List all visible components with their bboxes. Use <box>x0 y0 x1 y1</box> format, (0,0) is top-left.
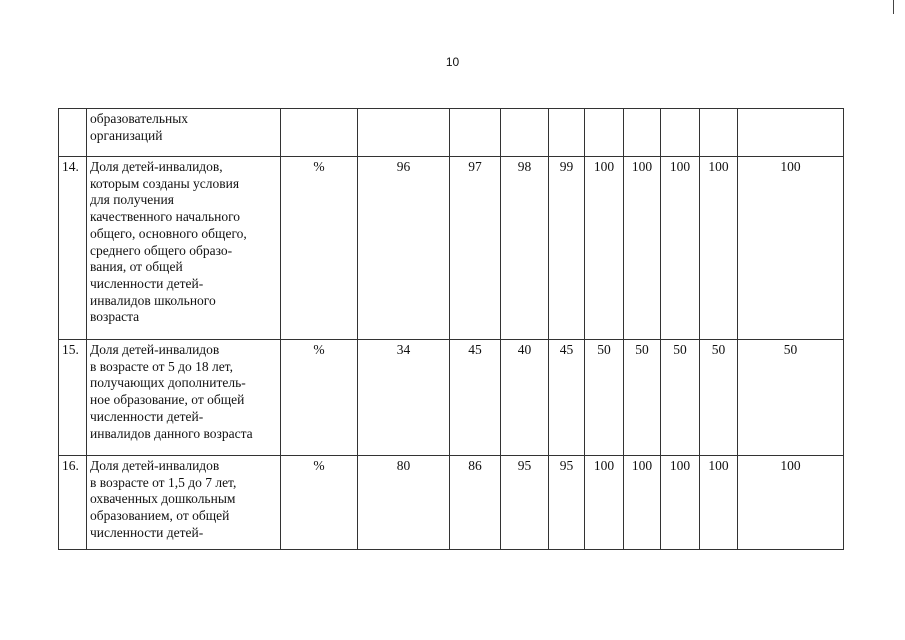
table-row-continuation <box>59 109 844 157</box>
page-number: 10 <box>445 55 460 69</box>
value-cell: 50 <box>700 340 738 456</box>
scan-edge-mark <box>893 0 894 14</box>
value-cell: 50 <box>738 340 844 456</box>
value-cell: 100 <box>585 456 624 550</box>
value-cell: 100 <box>738 157 844 340</box>
value-cell: 80 <box>358 456 450 550</box>
value-cell: 50 <box>661 340 700 456</box>
unit-cell: % <box>281 157 358 340</box>
indicator-description: Доля детей-инвалидов в возрасте от 5 до 18 лет, получающих дополнитель- ное образование, от общей численности детей- инвалидов данного возраста <box>87 340 281 456</box>
value-cell: 98 <box>501 157 549 340</box>
indicator-description: образовательных организаций <box>87 109 281 157</box>
value-cell: 45 <box>549 340 585 456</box>
value-cell: 100 <box>700 157 738 340</box>
value-cell: 97 <box>450 157 501 340</box>
table-row-14 <box>59 157 844 340</box>
value-cell: 50 <box>624 340 661 456</box>
value-cell <box>450 109 501 157</box>
row-number: 16. <box>59 456 87 550</box>
value-cell: 34 <box>358 340 450 456</box>
value-cell: 99 <box>549 157 585 340</box>
indicators-table <box>58 108 844 550</box>
value-cell: 50 <box>585 340 624 456</box>
value-cell: 95 <box>501 456 549 550</box>
value-cell: 100 <box>624 456 661 550</box>
value-cell: 100 <box>585 157 624 340</box>
value-cell: 100 <box>661 157 700 340</box>
table-row-15 <box>59 340 844 456</box>
value-cell: 100 <box>661 456 700 550</box>
value-cell: 96 <box>358 157 450 340</box>
value-cell <box>358 109 450 157</box>
value-cell <box>661 109 700 157</box>
value-cell: 45 <box>450 340 501 456</box>
indicator-description: Доля детей-инвалидов, которым созданы условия для получения качественного начального общего, основного общего, среднего общего образо- вания, от общей численности детей- инвалидов школьного возраста <box>87 157 281 340</box>
value-cell <box>501 109 549 157</box>
value-cell: 86 <box>450 456 501 550</box>
value-cell: 100 <box>700 456 738 550</box>
unit-cell <box>281 109 358 157</box>
value-cell: 100 <box>738 456 844 550</box>
value-cell <box>585 109 624 157</box>
row-number: 14. <box>59 157 87 340</box>
unit-cell: % <box>281 340 358 456</box>
value-cell <box>549 109 585 157</box>
value-cell: 40 <box>501 340 549 456</box>
table-row-16 <box>59 456 844 550</box>
value-cell <box>738 109 844 157</box>
unit-cell: % <box>281 456 358 550</box>
value-cell: 95 <box>549 456 585 550</box>
value-cell <box>624 109 661 157</box>
indicator-description: Доля детей-инвалидов в возрасте от 1,5 до 7 лет, охваченных дошкольным образованием, от общей численности детей- <box>87 456 281 550</box>
value-cell: 100 <box>624 157 661 340</box>
row-number-cell <box>59 109 87 157</box>
row-number: 15. <box>59 340 87 456</box>
value-cell <box>700 109 738 157</box>
